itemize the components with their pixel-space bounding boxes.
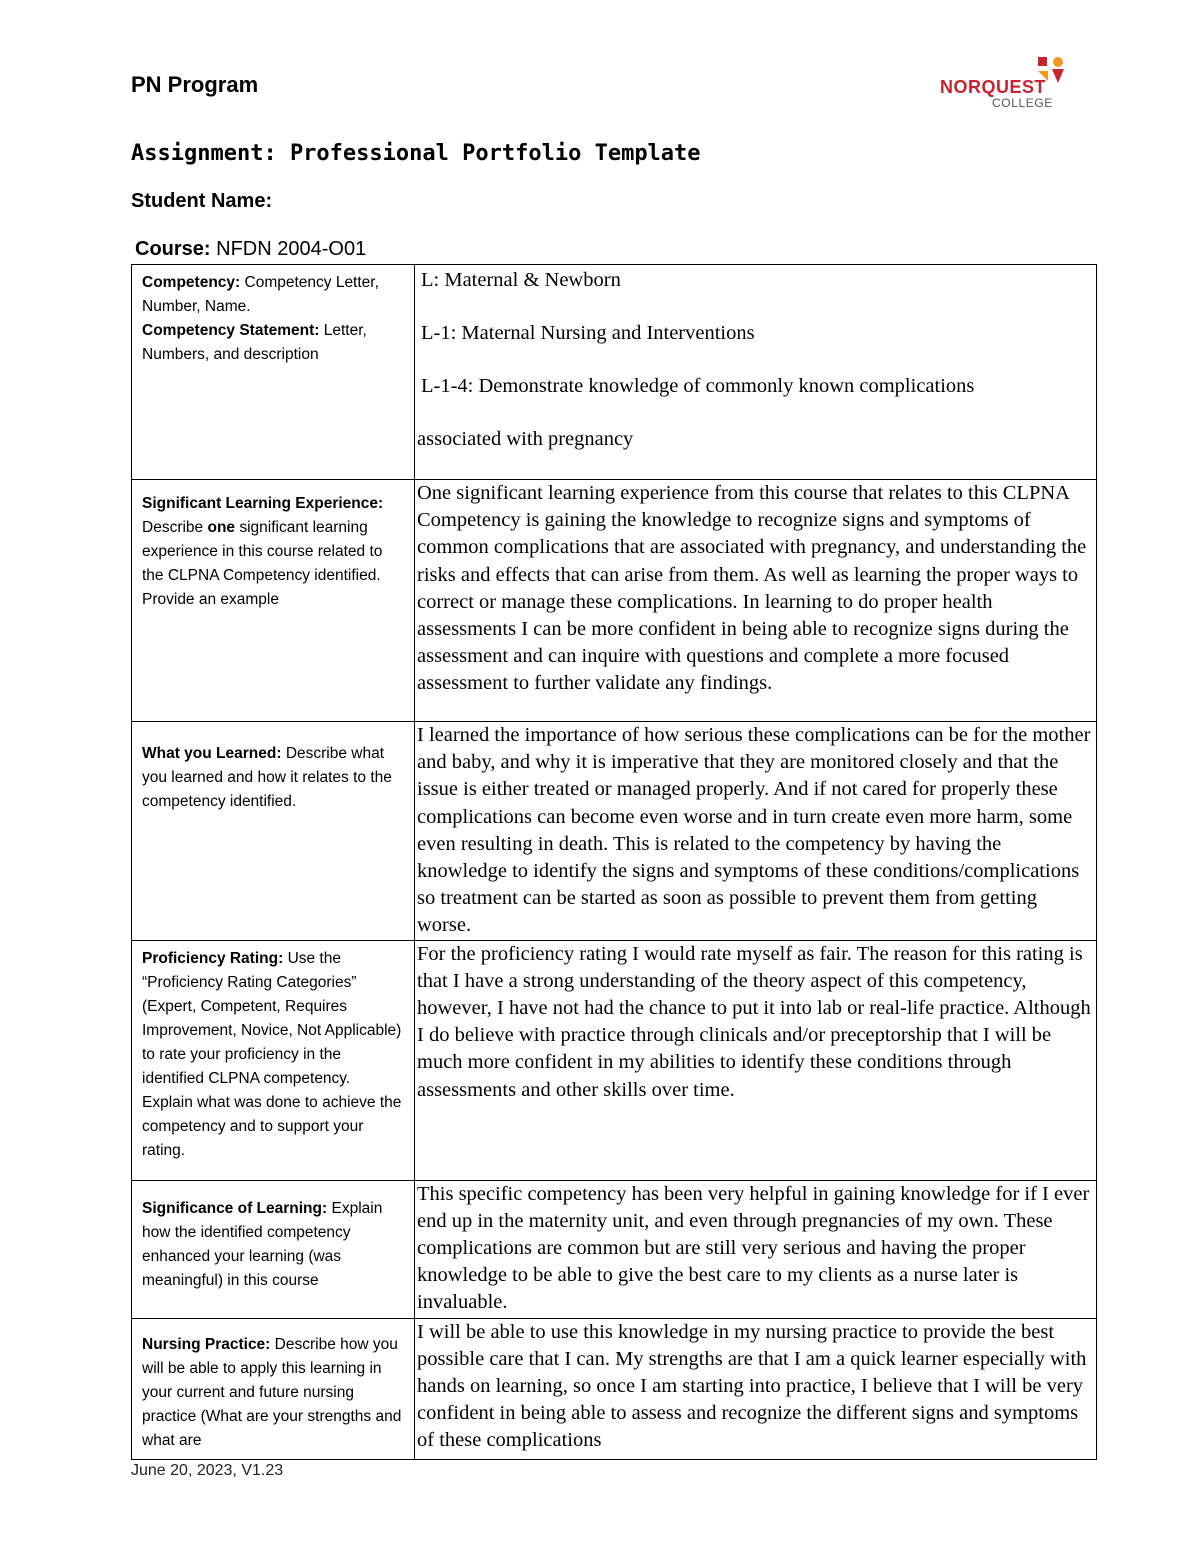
row-content: This specific competency has been very helpful in gaining knowledge for if I ever end up in the maternity unit, and even through pregnancies of my own. These complications are common but are still very serious and having the proper knowledge to be able to give the best care to my clients as a nurse later is invaluable.: [417, 1182, 1090, 1314]
nursing-practice-content-cell: [415, 1318, 1097, 1459]
row-label-bold2: Competency Statement:: [142, 322, 320, 339]
row-label-text: significant learning experience in this course related to the CLPNA Competency identified. Provide an example: [142, 519, 383, 608]
significant-experience-label-cell: [132, 480, 415, 722]
row-label-bold: What you Learned:: [142, 745, 282, 762]
competency-line: associated with pregnancy: [417, 428, 634, 450]
what-learned-label-cell: [132, 722, 415, 941]
row-content: I learned the importance of how serious these complications can be for the mother and baby, and why it is imperative that they are monitored closely and that the issue is either treated or managed properly. And if not cared for properly these complications can become even worse and in turn create even more harm, some even resulting in death. This is related to the competency by having the knowledge to identify the signs and symptoms of these conditions/complications so treatment can be started as soon as possible to prevent them from getting worse.: [417, 724, 1091, 937]
course-label: Course:: [135, 238, 211, 260]
competency-line: L: Maternal & Newborn: [421, 269, 621, 291]
proficiency-label-cell: [132, 940, 415, 1180]
row-label-text: Describe what you learned and how it relates to the competency identified.: [142, 745, 392, 810]
row-content: I will be able to use this knowledge in my nursing practice to provide the best possible care that I can. My strengths are that I am a quick learner especially with hands on learning, so once I am starting into practice, I believe that I will be very confident in being able to assess and recognize the different signs and symptoms of these complications: [417, 1320, 1087, 1452]
table-row: [132, 480, 1097, 722]
row-label-text: Use the “Proficiency Rating Categories” (Expert, Competent, Requires Improvement, Novice, Not Applicable) to rate your proficiency in the identified CLPNA competency. Explain what was done to achieve the competency and to support your rating.: [142, 949, 402, 1159]
row-label-emph: one: [207, 519, 236, 536]
what-learned-content-cell: [415, 722, 1097, 941]
table-row: [132, 265, 1097, 480]
nursing-practice-label-cell: [132, 1318, 415, 1459]
logo-name: NORQUEST: [940, 77, 1047, 97]
norquest-logo: [940, 55, 1060, 111]
row-label-text: Describe how you will be able to apply this learning in your current and future nursing practice (What are your strengths and what are: [142, 1335, 402, 1449]
significance-label-cell: [132, 1180, 415, 1318]
table-row: [132, 1180, 1097, 1318]
table-row: [132, 940, 1097, 1180]
row-label-bold: Significance of Learning:: [142, 1199, 328, 1217]
table-row: [132, 722, 1097, 941]
row-label-text: Describe: [142, 519, 204, 536]
proficiency-content-cell: [415, 940, 1097, 1180]
row-label-text: Competency Letter, Number, Name.: [142, 274, 379, 315]
program-label: PN Program: [131, 72, 259, 97]
table-row: [132, 1318, 1097, 1459]
row-content: One significant learning experience from this course that relates to this CLPNA Competency is gaining the knowledge to recognize signs and symptoms of common complications that are associated with pregnancy, and understanding the risks and effects that can arise from them. As well as learning the proper ways to correct or manage these complications. In learning to do proper health assessments I can be more confident in being able to recognize signs during the assessment and can inquire with questions and complete a more focused assessment to further validate any findings.: [417, 482, 1087, 695]
significance-content-cell: [415, 1180, 1097, 1318]
assignment-title: Assignment: Professional Portfolio Template: [131, 141, 701, 166]
row-label-bold: Competency:: [142, 274, 241, 291]
row-label-text2: Letter, Numbers, and description: [142, 322, 367, 363]
student-name-label: Student Name:: [131, 190, 273, 212]
course-line: [135, 238, 366, 261]
row-content: For the proficiency rating I would rate myself as fair. The reason for this rating is that I have a strong understanding of the theory aspect of this competency, however, I have not had the chance to put it into lab or real-life practice. Although I do believe with practice through clinicals and/or preceptorship that I will be much more confident in my abilities to identify these conditions through assessments and other skills over time.: [417, 942, 1091, 1101]
row-label-text: Explain how the identified competency enhanced your learning (was meaningful) in this course: [142, 1199, 383, 1289]
row-label-bold: Proficiency Rating:: [142, 949, 284, 967]
footer-date: June 20, 2023, V1.23: [131, 1462, 284, 1479]
portfolio-table: [131, 264, 1097, 1460]
competency-line: L-1-4: Demonstrate knowledge of commonly known complications: [421, 375, 975, 397]
logo-sub: COLLEGE: [992, 96, 1053, 110]
competency-line: L-1: Maternal Nursing and Interventions: [421, 322, 755, 344]
row-label-bold: Nursing Practice:: [142, 1335, 271, 1353]
significant-experience-content-cell: [415, 480, 1097, 722]
competency-content-cell: [415, 265, 1097, 480]
row-label-bold: Significant Learning Experience:: [142, 495, 384, 512]
course-value: NFDN 2004-O01: [216, 238, 367, 260]
competency-label-cell: [132, 265, 415, 480]
